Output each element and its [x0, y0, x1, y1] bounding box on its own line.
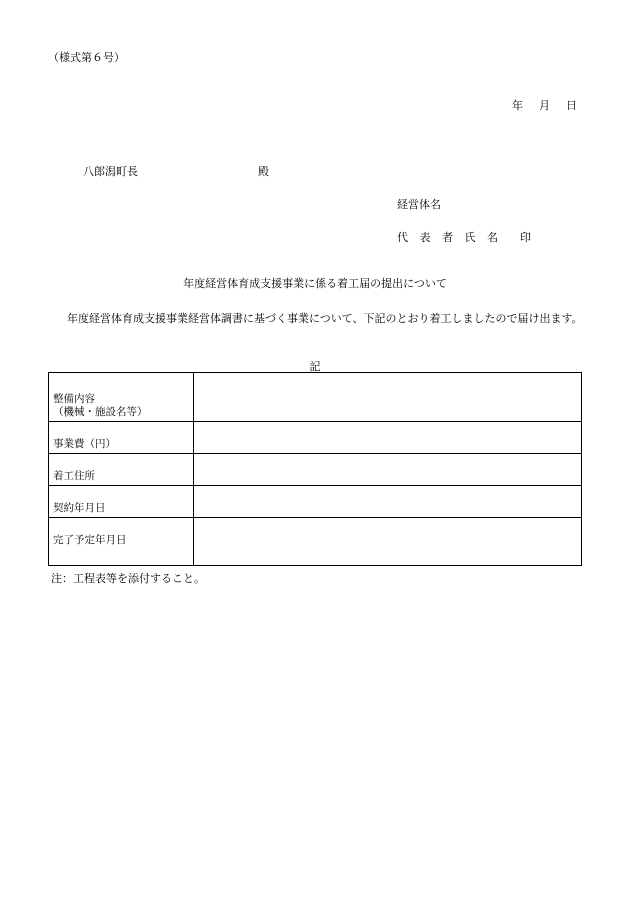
value-cell-address[interactable] — [194, 454, 582, 486]
value-cell-completion-date[interactable] — [194, 518, 582, 566]
value-cell-cost[interactable] — [194, 422, 582, 454]
table-row — [49, 373, 582, 422]
body-text: 年度経営体育成支援事業経営体調書に基づく事業について、下記のとおり着工しましたので届け出ます。 — [67, 312, 583, 325]
row-label-contract-date: 契約年月日 — [49, 486, 194, 518]
date-year-label: 年 — [512, 99, 523, 112]
label-text: 整備内容 — [53, 392, 95, 405]
value-cell-contract-date[interactable] — [194, 486, 582, 518]
table-row — [49, 518, 582, 566]
table-row — [49, 422, 582, 454]
document-subject: 年度経営体育成支援事業に係る着工届の提出について — [183, 277, 447, 290]
row-label-maintenance — [49, 373, 194, 422]
row-label-address: 着工住所 — [49, 454, 194, 486]
date-day-label: 日 — [566, 99, 577, 112]
ki-heading: 記 — [309, 360, 321, 373]
value-cell-maintenance[interactable] — [194, 373, 582, 422]
form-number: （様式第６号） — [48, 51, 125, 64]
table-row — [49, 454, 582, 486]
label-subtext: （機械・施設名等） — [53, 405, 148, 418]
date-line — [512, 99, 577, 112]
row-label-completion-date: 完了予定年月日 — [49, 518, 194, 566]
addressee-honorific: 殿 — [258, 165, 269, 178]
date-month-label: 月 — [539, 99, 550, 112]
footnote: 注：工程表等を添付すること。 — [51, 572, 205, 585]
table-row — [49, 486, 582, 518]
seal-mark: 印 — [520, 231, 531, 244]
addressee-name: 八郎潟町長 — [83, 165, 138, 178]
row-label-cost: 事業費（円） — [49, 422, 194, 454]
details-table — [48, 372, 582, 566]
representative-name-label: 代 表 者 氏 名 — [397, 231, 502, 244]
organization-name-label: 経営体名 — [397, 198, 441, 211]
